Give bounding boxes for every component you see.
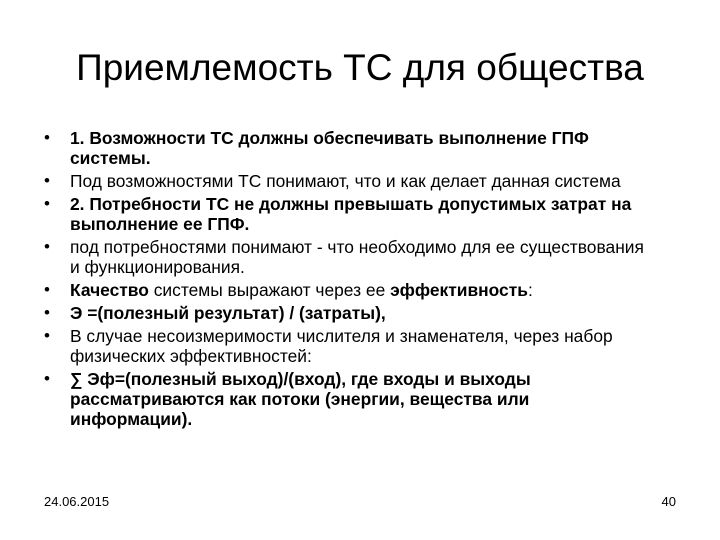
- bullet-item: [44, 237, 644, 277]
- bullet-text: ∑ Эф=(полезный выход)/(вход), где входы и выходы рассматриваются как потоки (энергии, вещества или информации).: [70, 369, 531, 429]
- bullet-item: [44, 171, 644, 191]
- bullet-dot-icon: •: [44, 128, 50, 147]
- bullet-item: [44, 369, 644, 429]
- bullet-item: [44, 194, 644, 234]
- bullet-text: под потребностями понимают - что необходимо для ее существования и функционирования.: [70, 237, 644, 277]
- bullet-item: [44, 326, 644, 366]
- bullet-text: эффективность: [390, 280, 528, 300]
- bullet-dot-icon: •: [44, 237, 50, 256]
- bullet-item: [44, 128, 644, 168]
- bullet-text: 2. Потребности ТС не должны превышать допустимых затрат на выполнение ее ГПФ.: [70, 194, 632, 234]
- bullet-dot-icon: •: [44, 171, 50, 190]
- bullet-dot-icon: •: [44, 303, 50, 322]
- bullet-text: В случае несоизмеримости числителя и знаменателя, через набор физических эффективностей:: [70, 326, 613, 366]
- page-number: 40: [661, 494, 676, 509]
- bullet-text: системы выражают через ее: [148, 280, 391, 300]
- bullet-item: [44, 303, 644, 323]
- bullet-text: 1. Возможности ТС должны обеспечивать выполнение ГПФ системы.: [70, 128, 589, 168]
- bullet-dot-icon: •: [44, 194, 50, 213]
- bullet-text: Качество: [70, 280, 149, 300]
- bullet-dot-icon: •: [44, 369, 50, 388]
- footer-date: 24.06.2015: [44, 494, 110, 509]
- bullet-dot-icon: •: [44, 280, 50, 299]
- slide-title: Приемлемость ТС для общества: [76, 47, 644, 88]
- bullet-text: Под возможностями ТС понимают, что и как делает данная система: [70, 171, 621, 191]
- bullet-text: Э =(полезный результат) / (затраты),: [70, 303, 386, 323]
- bullet-dot-icon: •: [44, 326, 50, 345]
- bullet-item: [44, 280, 644, 300]
- bullet-list: [44, 128, 644, 432]
- bullet-text: :: [527, 280, 533, 300]
